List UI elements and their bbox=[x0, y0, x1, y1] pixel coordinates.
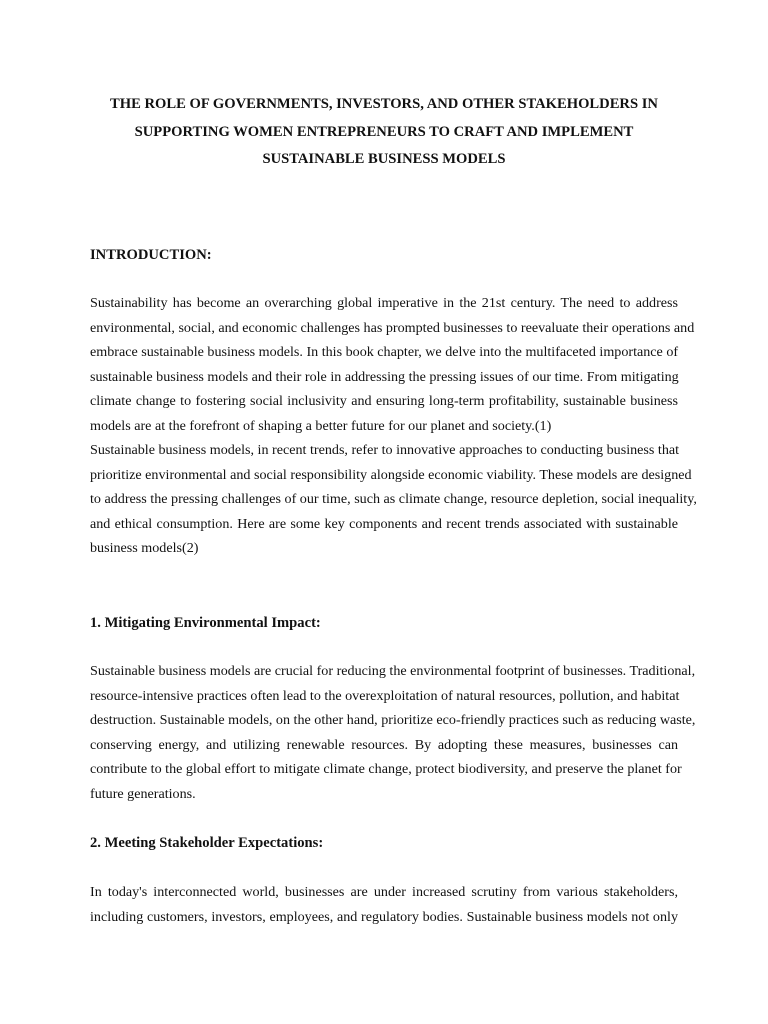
text-line: Sustainable business models, in recent trends, refer to innovative approaches to conducting business that bbox=[90, 442, 680, 458]
intro-paragraph-1 bbox=[90, 291, 695, 438]
text-line: destruction. Sustainable models, on the other hand, prioritize eco-friendly practices such as reducing waste, bbox=[90, 712, 696, 728]
text-line: and ethical consumption. Here are some key components and recent trends associated with sustainable bbox=[90, 515, 678, 532]
document-title bbox=[60, 91, 708, 174]
text-line: models are at the forefront of shaping a better future for our planet and society.(1) bbox=[90, 417, 552, 434]
text-line: sustainable business models and their role in addressing the pressing issues of our time. From mitigating bbox=[90, 368, 679, 385]
section-2-paragraph bbox=[90, 880, 678, 929]
title-line: SUSTAINABLE BUSINESS MODELS bbox=[262, 151, 506, 167]
title-line: SUPPORTING WOMEN ENTREPRENEURS TO CRAFT AND IMPLEMENT bbox=[134, 123, 634, 140]
text-line: including customers, investors, employees, and regulatory bodies. Sustainable business models not only bbox=[90, 908, 678, 925]
text-line: prioritize environmental and social responsibility alongside economic viability. These models are designed bbox=[90, 466, 692, 483]
text-line: contribute to the global effort to mitigate climate change, protect biodiversity, and preserve the planet for bbox=[90, 761, 682, 777]
text-line: embrace sustainable business models. In this book chapter, we delve into the multifaceted importance of bbox=[90, 344, 679, 360]
text-line: environmental, social, and economic challenges has prompted businesses to reevaluate their operations and bbox=[90, 319, 695, 336]
introduction-heading: INTRODUCTION: bbox=[90, 247, 212, 263]
text-line: conserving energy, and utilizing renewable resources. By adopting these measures, businesses can bbox=[90, 736, 678, 753]
text-line: to address the pressing challenges of our time, such as climate change, resource depletion, social inequality, bbox=[90, 491, 697, 507]
text-line: climate change to fostering social inclusivity and ensuring long-term profitability, sustainable business bbox=[90, 393, 678, 409]
title-line: THE ROLE OF GOVERNMENTS, INVESTORS, AND OTHER STAKEHOLDERS IN bbox=[110, 96, 658, 112]
text-line: Sustainable business models are crucial for reducing the environmental footprint of businesses. Traditional, bbox=[90, 663, 696, 679]
section-1-paragraph bbox=[90, 659, 696, 806]
text-line: future generations. bbox=[90, 785, 196, 802]
text-line: In today's interconnected world, businesses are under increased scrutiny from various stakeholders, bbox=[90, 884, 678, 900]
intro-paragraph-2 bbox=[90, 438, 697, 561]
text-line: business models(2) bbox=[90, 540, 199, 556]
text-line: resource-intensive practices often lead to the overexploitation of natural resources, pollution, and habitat bbox=[90, 687, 680, 704]
section-2-heading: 2. Meeting Stakeholder Expectations: bbox=[90, 835, 324, 851]
section-1-heading: 1. Mitigating Environmental Impact: bbox=[90, 615, 321, 631]
text-line: Sustainability has become an overarching global imperative in the 21st century. The need to address bbox=[90, 295, 678, 311]
